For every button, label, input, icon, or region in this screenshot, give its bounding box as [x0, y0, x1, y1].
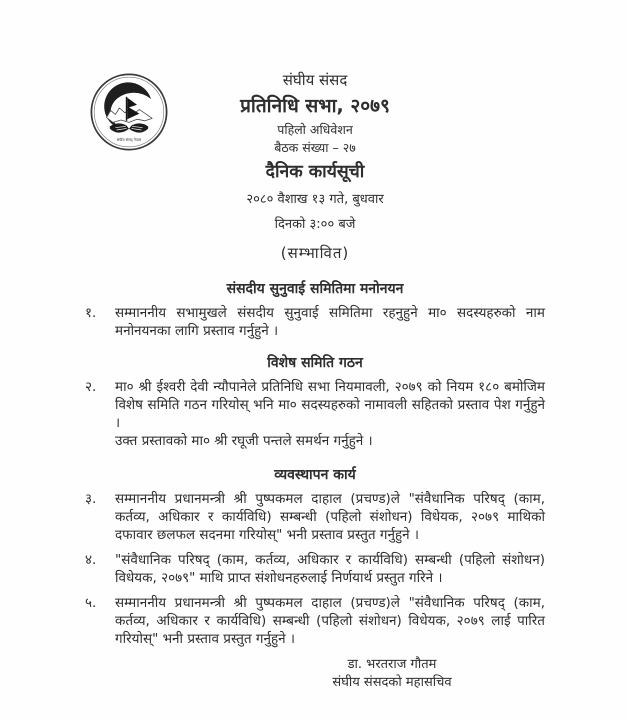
meeting-number: बैठक संख्या – २७ — [274, 140, 356, 155]
org-name: संघीय संसद — [282, 71, 348, 89]
item-number: २. — [85, 379, 97, 395]
item-text: मा० श्री ईश्वरी देवी न्यौपानेले प्रतिनिधि सभा नियमावली, २०७९ को नियम १८० बमोजिम विशेष समिति गठन गरियोस् भनि मा० सदस्यहरुको नामावली सहितको प्रस्ताव पेश गर्नुहुने । — [115, 379, 545, 431]
item-number: ४. — [85, 552, 97, 568]
section-hearing-committee — [85, 280, 545, 340]
signature-block — [287, 656, 497, 692]
item-number: ५. — [85, 595, 97, 611]
agenda-item-2 — [85, 378, 545, 432]
section-legislative-business — [85, 466, 545, 648]
signatory-title: संघीय संसदको महासचिव — [332, 675, 452, 690]
agenda-item-4 — [85, 551, 545, 587]
section-special-committee — [85, 354, 545, 450]
session-line: पहिलो अधिवेशन — [277, 122, 353, 137]
section-heading: व्यवस्थापन कार्य — [274, 467, 356, 483]
item-support-note: उक्त प्रस्तावको मा० श्री रघूजी पन्तले समर्थन गर्नुहुने । — [115, 433, 373, 449]
agenda-item-1 — [85, 304, 545, 340]
meeting-time: दिनको ३:०० बजे — [274, 217, 356, 232]
item-text: "संवैधानिक परिषद् (काम, कर्तव्य, अधिकार र कार्यविधि) सम्बन्धी (पहिलो संशोधन) विधेयक, २०७९" माथि प्राप्त संशोधनहरुलाई निर्णयार्थ प्रस्तुत गरिने । — [115, 552, 545, 586]
tentative-note: (सम्भावित) — [280, 244, 350, 262]
agenda-item-5 — [85, 594, 545, 648]
emblem-caption: संघीय संसद् नेपाल — [116, 137, 142, 142]
item-text: सम्माननीय प्रधानमन्त्री श्री पुष्पकमल दाहाल (प्रचण्ड)ले "संवैधानिक परिषद् (काम, कर्तव्य, अधिकार र कार्यविधि) सम्बन्धी (पहिलो संशोधन) विधेयक, २०७९ माथिको दफावार छलफल सदनमा गरियोस्" भनी प्रस्ताव प्रस्तुत गर्नुहुने । — [115, 491, 545, 543]
meeting-date: २०८० वैशाख १३ गते, बुधवार — [246, 192, 384, 207]
section-heading: संसदीय सुनुवाई समितिमा मनोनयन — [226, 281, 404, 297]
item-number: ३. — [85, 491, 97, 507]
item-number: १. — [85, 305, 97, 321]
agenda-item-3 — [85, 490, 545, 544]
item-text: सम्माननीय प्रधानमन्त्री श्री पुष्पकमल दाहाल (प्रचण्ड)ले "संवैधानिक परिषद् (काम, कर्तव्य, अधिकार र कार्यविधि) सम्बन्धी (पहिलो संशोधन) विधेयक, २०७९ लाई पारित गरियोस्" भनी प्रस्ताव प्रस्तुत गर्नुहुने । — [115, 595, 545, 647]
assembly-title: प्रतिनिधि सभा, २०७९ — [240, 95, 390, 117]
document-title: दैनिक कार्यसूची — [265, 162, 365, 182]
section-heading: विशेष समिति गठन — [267, 355, 363, 371]
signatory-name: डा. भरतराज गौतम — [347, 657, 437, 672]
item-text: सम्माननीय सभामुखले संसदीय सुनुवाई समितिमा रहनुहुने मा० सदस्यहरुको नाम मनोनयनका लागि प्रस्ताव गर्नुहुने । — [115, 305, 545, 339]
federal-parliament-emblem-icon — [89, 72, 169, 152]
